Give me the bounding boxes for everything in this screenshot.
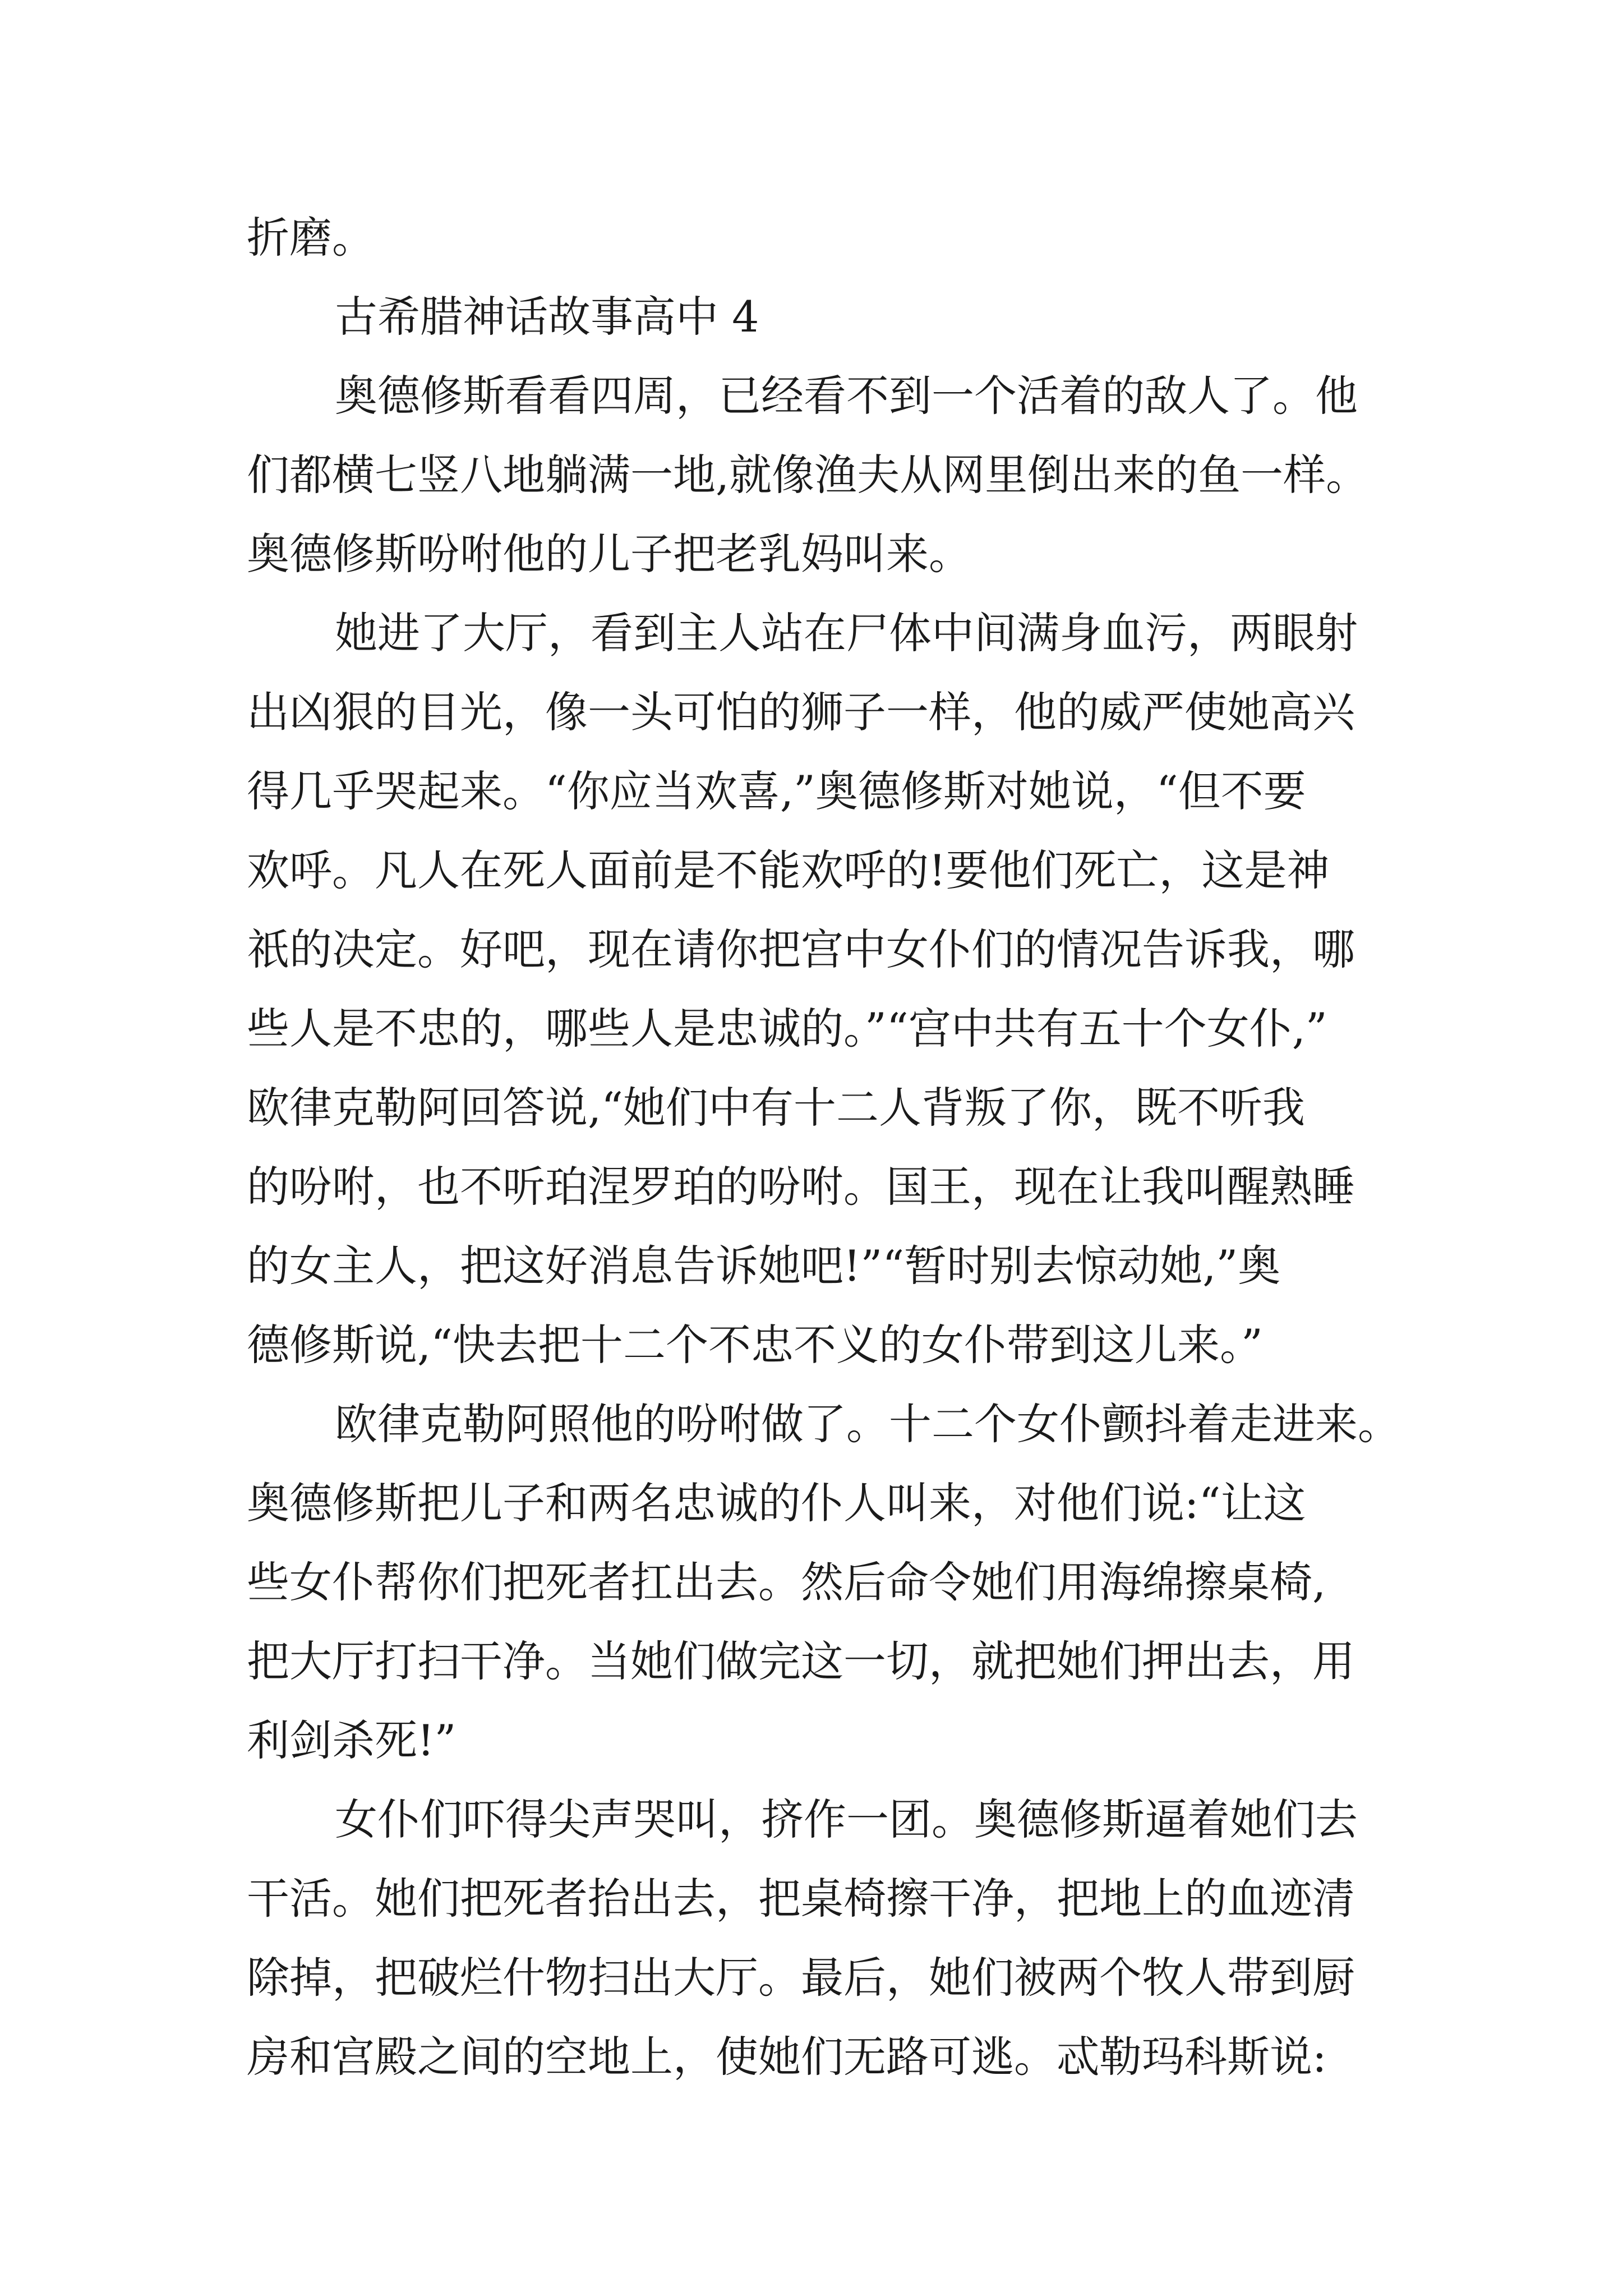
text-line: 把大厅打扫干净。当她们做完这一切，就把她们押出去，用: [247, 1636, 1355, 1686]
text-line: 欢呼。凡人在死人面前是不能欢呼的!要他们死亡，这是神: [247, 845, 1330, 895]
text-line: 欧律克勒阿回答说,“她们中有十二人背叛了你，既不听我: [247, 1083, 1306, 1133]
text-line: 们都横七竖八地躺满一地,就像渔夫从网里倒出来的鱼一样。: [247, 450, 1369, 500]
text-line: 除掉，把破烂什物扫出大厅。最后，她们被两个牧人带到厨: [247, 1953, 1355, 2003]
text-line: 干活。她们把死者抬出去，把桌椅擦干净，把地上的血迹清: [247, 1874, 1355, 1924]
text-line: 些女仆帮你们把死者扛出去。然后命令她们用海绵擦桌椅,: [247, 1557, 1326, 1607]
text-line: 的女主人，把这好消息告诉她吧!”“暂时别去惊动她,”奥: [247, 1241, 1281, 1291]
text-line: 奥德修斯看看四周，已经看不到一个活着的敌人了。他: [335, 371, 1358, 421]
section-heading: 古希腊神话故事高中 4: [335, 292, 759, 342]
text-line: 她进了大厅，看到主人站在尸体中间满身血污，两眼射: [335, 608, 1358, 658]
text-line: 奥德修斯把儿子和两名忠诚的仆人叫来，对他们说:“让这: [247, 1478, 1306, 1528]
text-line: 利剑杀死!”: [247, 1715, 457, 1765]
text-line: 的吩咐，也不听珀涅罗珀的吩咐。国王，现在让我叫醒熟睡: [247, 1162, 1355, 1212]
text-line: 奥德修斯吩咐他的儿子把老乳妈叫来。: [247, 529, 971, 579]
text-line: 折磨。: [247, 213, 375, 263]
text-line: 欧律克勒阿照他的吩咐做了。十二个女仆颤抖着走进来。: [335, 1399, 1400, 1449]
text-line: 祇的决定。好吧，现在请你把宫中女仆们的情况告诉我，哪: [247, 924, 1355, 974]
text-line: 房和宫殿之间的空地上，使她们无路可逃。忒勒玛科斯说:: [247, 2032, 1327, 2082]
text-line: 些人是不忠的，哪些人是忠诚的。”“宫中共有五十个女仆,”: [247, 1004, 1327, 1053]
text-line: 出凶狠的目光，像一头可怕的狮子一样，他的威严使她高兴: [247, 687, 1355, 737]
text-line: 女仆们吓得尖声哭叫，挤作一团。奥德修斯逼着她们去: [335, 1795, 1358, 1844]
text-line: 得几乎哭起来。“你应当欢喜,”奥德修斯对她说，“但不要: [247, 766, 1306, 816]
text-line: 德修斯说,“快去把十二个不忠不义的女仆带到这儿来。”: [247, 1320, 1263, 1370]
